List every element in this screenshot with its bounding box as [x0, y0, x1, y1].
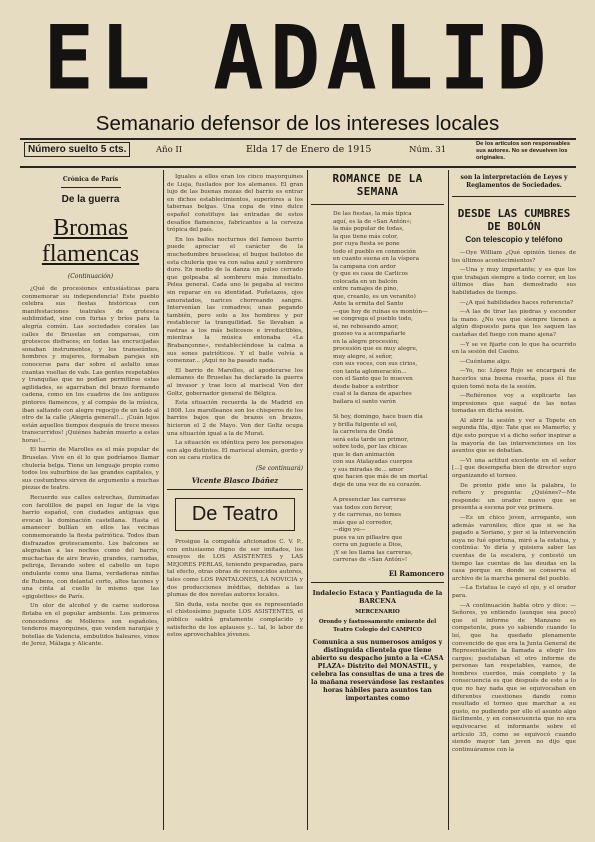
- paragraph: Recuerdo sus calles estrechas, iluminadas con farolillos de papel en lugar de la viga barrio español, con ciudades antiguas que evocan la dominación castellana. Hasta el amanecer bullían en ellos las vecinas conmemorando la fiesta patriótica. Todos iban disfrazados grotescamente. Los balcones se alegraban a las noches como del barrio, muchachas de aire bravío, grandes, carnudas, peliroja, llevando sobre el cabello un tupo ondulante como una llama, verdaderas ninfas de Rubens, con delantal corto, altos tacones y una cinta al cuello lo mismo que las «gigolettes» de París.: [22, 495, 159, 600]
- paragraph: —Yo, no: López Rojo se encargará de hacerlos una buena reseña, pues él fue quien tomó nota de la sesión.: [452, 368, 576, 390]
- column-1: [22, 170, 159, 830]
- continuation-note: (Continuación): [67, 273, 114, 280]
- column-rule: [448, 170, 449, 830]
- column-title: DESDE LAS CUMBRES DE BOLÓN: [457, 207, 571, 233]
- column-rule: [163, 170, 164, 830]
- poem-stanza-1: De las fiestas, la más típica aquí, es la de «San Antón»; la más popular de todas, la que tiene más color, por cuya fiesta se pone todo el pueblo en conmoción en cuanto suena en la víspera la campana con ardor (y que es casa de Carlicos colocada en un balcón entre ramajes de pino, que, creanlo, es un veranito) Ante la ermita del Santo —que hoy de ruinas es montón— se congrega el pueblo todo, sí, no rebosando amor, gozoso va a acompañarle en la alegre procesión; procesión que es muy alegre, muy alegre, sí señor, con sus voces, con sus cirios, con tanta aglomeración... con el Santo que lo mueven desde babor a estribor cual si la danza de apaches bailara el santo varón: [333, 211, 428, 405]
- continuation-note: (Se continuará): [255, 464, 303, 472]
- paragraph: La situación es idéntica pero los personajes son algo distintos. El mariscal alemán, gordo y con su cara rústica de: [167, 440, 303, 462]
- teatro-body: [167, 539, 303, 640]
- paragraph: —Cuéntame algo.: [460, 358, 511, 365]
- paragraph: El barrio de Marolles es el más popular de Bruselas. Vive en él lo que podríamos llamar chulería belga. Tiene un lenguaje propio como todos los suburbios de las grandes capitales, y sus costumbres sirven de argumento a muchas piezas de teatro.: [22, 447, 159, 492]
- poem-stanza-3: A presenciar las carreras vas todos con fervor, y de carreras, no temes más que al corredor, —digo yo— pues va un pillastre que corra un juguete a Dios, ¡Y se les llama las carreras, carreras de «San Antón»!: [333, 497, 413, 563]
- masthead-title: EL ADALID: [43, 6, 553, 110]
- paragraph: El barrio de Marolles, al apoderarse los alemanes de Bruselas ha declarado la guerra al invasor y trae loco al mariscal Von der Goltz, gobernador general de Bélgica.: [167, 367, 303, 397]
- column-3: [311, 170, 444, 830]
- paragraph: Prosigue la compañía aficionados C. V. P., con entusiasmo digno de ser imitados, los ensayos de LOS ASISTENTES y LAS MEJORES PERLAS, teniendo preparadas, para tal efecto, otras obras de reconocidos autores, tales como LOS PANTALONES, LA NOVICIA y dos producciones inéditas, debidas a las plumas de dos novelas autores locales.: [167, 538, 303, 599]
- ad-body: Comunica a sus numerosos amigos y distinguida clientela que tiene abierto su despacho junto a la «CASA PLAZA» Distrito del MONASTIL, y celebra las consultas de una a tres de la mañana reservándose las restantes horas hábiles para asuntos tan importantes como: [311, 638, 444, 702]
- paragraph: —La Estatua le cayó el ojo, y el orador para.: [452, 585, 576, 599]
- column-subtitle: Con telescopio y teléfono: [465, 235, 563, 244]
- paragraph: Un olor de alcohol y de carne sudorosa flotaba en el popular ambiente. Los primeros conocedores de Molleres son españoles, tenderos mayorquines, que venden naranjas y botellas de Valencia, embutidos baleares, vinos de Jerez, Málaga y Alicante.: [22, 603, 159, 648]
- paragraph: —Una y muy importante; y es que los que trabajan siempre a todo correr, en los últimos días han demostrado sus habilidades de tiempo.: [452, 267, 576, 296]
- price-label: Número suelto 5 cts.: [24, 142, 130, 157]
- paragraph: Al abrir la sesión y ver a Topete en segunda fila, dijo: Tate que es Mamerto; y dije esto porque vi a dicho señor inspirar a la mayoría de las intervenciones en los asuntos que se debatían.: [452, 417, 576, 455]
- paragraph: —Vi una actitud excelente en el señor [...] que desempeña bien de director suyo organizando el torneo.: [452, 457, 576, 480]
- dialogue-body: [452, 250, 576, 754]
- ad-line: Orondo y fastuosamente eminente del Teatro Colegio del CAMPICO: [318, 618, 437, 633]
- ad-subtitle: MERCENARIO: [355, 608, 400, 615]
- teatro-heading: De Teatro: [175, 498, 295, 531]
- section-heading: De la guerra: [61, 194, 120, 205]
- masthead-subtitle: Semanario defensor de los intereses locales: [95, 112, 500, 135]
- article-title: Bromas flamencas: [41, 215, 140, 267]
- column-2: [167, 170, 303, 830]
- paragraph: ¿Qué de procesiones entusiásticas para conmemorar su independencia! Este pueblo celebra sus fiestas históricas con manifestaciones teatrales de grotesca sublimidad, sino con furias y bríos para la alegría común. Las sociedades corales las calles de Bruselas en comparsas, con grotescos disfraces; en todas las encrucijadas sonaban instrumentos, y los transeúntes, hombres y mujeres, formaban parejas sin conocerse para dar sobre el asfalto unas cuantas vueltas de vals. Las gentes respetables y tranquilas que no podían permitirse estas agilidades, se agarraban del brazo formando cadena, como en los cuadros de los antiguos pintores flamencos, y al compás de la música, iban saltando con alegre regocijo de un lado al otro de la calle ¡Alegría general!... ¡Cuán lejos están aquellos tiempos después de trece meses transcurridos! ¡Quiénes habrán muerto a estas horas!...: [22, 286, 159, 444]
- paragraph: Sin duda, esta noche que es representado el chistosísimo juguete LOS ASISTENTES, el público saldrá gratamente complacido y satisfecho de los aplausos y... tal, lo labor de estos aprovechables jóvenes.: [167, 601, 303, 639]
- poem-stanza-2: Si hoy, domingo, hace buen día y brilla fulgente el sol, la carretera de Ondá será esta tarde un primor, sobre todo, por las chicas que le dan animación con sus Atalayadas cuerpos y sus miradas de... amor que hacen que más de un mortal deje de una vez de su corazón.: [333, 414, 428, 488]
- paragraph: —A continuación habla otro y dice: —Señores, yo entiendo (aunque sea poco) que el informe de Manzano es competente, pues yo sabiendo cuando lo leí, que ha quedado plenamente convencido de que era la Junta General de Representación la llamada a elegir los cargos; postulaban el otro informe de personas tan respetables, vamos, de hombres cuerdos, más completo y la consecuencia es que después de esto a lo que no hay nada que se equivocaban en diferentes cuestiones dando como resultado el torneo que marchar a su gusto, no pudiendo por ello el asunto algo fácilmente, y en consecuencia que no era equivocarse el informante sobre el artículo 35, como se equivocó cuando siendo mayor tan joven no dijo que continuáramos con la: [452, 602, 576, 753]
- paragraph: Iguales a ellos eran los cinco mayorquines de Lieja, fusilados por los alemanes. El gran lujo de las buenas mozas del barrio es entrar en dichos establecimientos, superiores a los tabernas belgas. Una copa de vino dulce español constituye las entradas de estos desafíos flamencos, fabricantes a la cerveza trópica del país.: [167, 174, 303, 234]
- ad-name: Indalecio Estaca y Pantiaguda de la BARCENA: [312, 588, 443, 605]
- section-label: Crónica de París: [62, 176, 119, 183]
- paragraph: En los bailes nocturnos del famoso barrio puede apreciar el carácter de la muchedumbre bruselesa; el buque bailoteo de esta chulería que va con salsa azul y sombrero duro. En medio de la danza un pulso cerrado que golpeaba al sombrero más inmediato. Pelea general. Cada uno le pegaba al vecino sin reparar en su identidad. Puñetazos, ojos amoratados, narices chorreando sangre. Intervenían las comadres; unas pegando también, pero solo a los hombres y por restablecer la tranquilidad. Se llevaban a rastras a los más belicosos e irreductibles, mientras la música entonaba «La Brabançonne», restableciéndose la calma a sus sones patrióticos. Y el baile volvía a comenzar... ¡Aquí no ha pasado nada.: [167, 236, 303, 365]
- article-body: [22, 286, 159, 649]
- poem-title: ROMANCE DE LA SEMANA: [332, 172, 423, 198]
- issue-label: Núm. 31: [409, 145, 447, 155]
- paragraph: —Y se ve fijarte con lo que ha ocurrido en la sesión del Casino.: [452, 341, 576, 356]
- paragraph: —¿A qué habilidades haces referencia?: [460, 299, 574, 306]
- date-label: Elda 17 de Enero de 1915: [246, 144, 372, 155]
- disclaimer-notice: De los artículos son responsables sus autores. No se devuelven los originales.: [476, 141, 571, 161]
- paragraph: —Oye William ¿Qué opinión tienes de los últimos acontecimientos?: [452, 250, 576, 264]
- info-bar: [24, 139, 576, 166]
- author-signature: Vicente Blasco Ibáñez: [191, 475, 279, 485]
- paragraph: —Refiérenos voy a explicarte las impresiones que saqué de las notas tomadas en dicha sesión.: [452, 393, 576, 415]
- article-body-continued: [167, 174, 303, 463]
- paragraph: —A las de tirar las piedras y esconder la mano. ¿No ves que siempre tienen a algún dispuesto para que les saquen las castañas del fuego con mano ajena?: [452, 309, 576, 338]
- info-rule: [20, 166, 576, 168]
- paragraph: Esta situación recuerda la de Madrid en 1808. Los marolleanos son los chisperos de los barrios bajos que de brazos en brazos, hicieron el 2 de Mayo. Von der Goltz ocupa una situación igual a la de Murat.: [167, 400, 303, 437]
- column-rule: [307, 170, 308, 830]
- column-4: [452, 170, 576, 830]
- year-label: Año II: [156, 145, 183, 155]
- poem-signature: El Ramoncero: [388, 568, 444, 578]
- ad-continuation: son la interpretación de Leyes y Reglamentos de Sociedades.: [460, 174, 568, 189]
- paragraph: De pronto pide uno la palabra, lo refiero y pregunta: ¿Quiénes?—Me responde: un orador nuevo que se presenta a escena por vez primera.: [452, 482, 576, 512]
- paragraph: —Es un chico joven, arrogante, son además varoniles; dice que si se ha pagado a Soriano, y por si la intervención suya no fué oportuna, miró a la estatua, y continúa: Yo diría y quisiera saber las cuentas de la escalera, y contestó un tiempo las cuentas de las deudas en la casa porque en donde se conserva el archivo de la marcha general del pueblo.: [452, 515, 576, 582]
